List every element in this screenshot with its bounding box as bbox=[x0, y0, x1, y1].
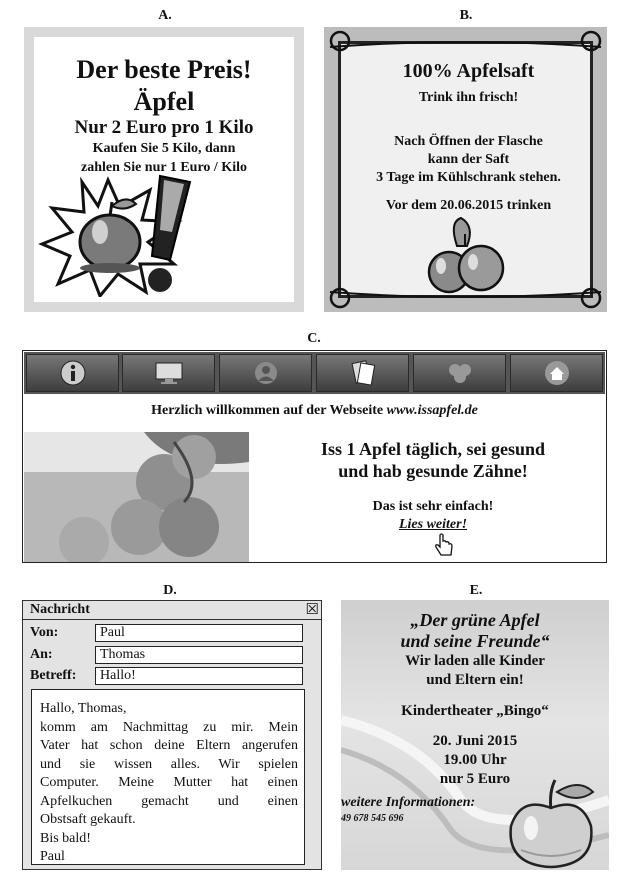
poster-title2: und seine Freunde“ bbox=[400, 631, 550, 651]
website-panel bbox=[22, 350, 607, 563]
from-field[interactable]: Paul bbox=[95, 624, 303, 642]
message-titlebar bbox=[23, 601, 321, 620]
body-line: Computer. Meine Mutter hat einen bbox=[40, 775, 298, 790]
to-label: An: bbox=[30, 647, 53, 662]
body-line: Apfelkuchen gemacht und einen bbox=[40, 793, 298, 809]
body-line: Paul bbox=[40, 849, 65, 864]
info-icon bbox=[60, 360, 86, 386]
read-more-link[interactable]: Lies weiter! bbox=[398, 517, 468, 532]
poster-phone: 49 678 545 696 bbox=[341, 813, 404, 824]
website-navbar bbox=[24, 352, 605, 394]
cards-icon bbox=[350, 359, 376, 387]
label-b: B. bbox=[459, 8, 473, 23]
label-d: D. bbox=[163, 583, 177, 598]
ad-offer-line1: Kaufen Sie 5 Kilo, dann bbox=[92, 141, 236, 156]
message-window bbox=[22, 600, 322, 870]
person-icon bbox=[254, 361, 278, 385]
monitor-icon bbox=[154, 361, 184, 385]
juice-best-before: Vor dem 20.06.2015 trinken bbox=[385, 198, 552, 213]
body-line: Bis bald! bbox=[40, 830, 91, 846]
ad-offer-line2: zahlen Sie nur 1 Euro / Kilo bbox=[81, 160, 247, 175]
theater-poster bbox=[341, 600, 609, 870]
from-label: Von: bbox=[30, 625, 59, 640]
body-line: Obstsaft gekauft. bbox=[40, 812, 136, 827]
poster-invite2: und Eltern ein! bbox=[426, 672, 524, 688]
website-url: www.issapfel.de bbox=[386, 403, 478, 418]
close-icon[interactable]: ☒ bbox=[305, 602, 319, 618]
apple-icon bbox=[501, 770, 601, 870]
body-line: und sie wissen alles. Wir spielen bbox=[40, 756, 298, 772]
poster-time: 19.00 Uhr bbox=[443, 752, 507, 768]
body-line: komm am Nachmittag zu mir. Mein bbox=[40, 719, 298, 735]
ad-product: Äpfel bbox=[133, 87, 195, 116]
vine-frame-icon bbox=[324, 27, 607, 312]
home-icon bbox=[544, 360, 570, 386]
subject-label: Betreff: bbox=[30, 668, 77, 683]
nav-info-button[interactable] bbox=[26, 354, 119, 392]
hand-cursor-icon bbox=[433, 533, 455, 559]
ad-price: Nur 2 Euro pro 1 Kilo bbox=[74, 117, 254, 138]
welcome-line bbox=[23, 403, 606, 419]
body-line: Vater hat schon deine Eltern angerufen bbox=[40, 738, 298, 753]
body-line: Hallo, Thomas, bbox=[40, 701, 127, 716]
juice-line2: kann der Saft bbox=[427, 152, 510, 167]
juice-line3: 3 Tage im Kühlschrank stehen. bbox=[376, 170, 561, 185]
ad-inner bbox=[34, 37, 294, 302]
poster-price: nur 5 Euro bbox=[439, 771, 511, 787]
apples-photo bbox=[24, 432, 249, 562]
headline-line2: und hab gesunde Zähne! bbox=[338, 461, 528, 481]
nav-cards-button[interactable] bbox=[316, 354, 409, 392]
ad-title: Der beste Preis! bbox=[76, 55, 252, 84]
apple-juice-label bbox=[324, 27, 607, 312]
juice-subtitle: Trink ihn frisch! bbox=[418, 90, 519, 105]
poster-info-label: weitere Informationen: bbox=[341, 795, 476, 810]
poster-theater: Kindertheater „Bingo“ bbox=[401, 703, 549, 719]
label-a: A. bbox=[158, 8, 172, 23]
exclamation-icon bbox=[138, 172, 198, 302]
juice-line1: Nach Öffnen der Flasche bbox=[394, 134, 543, 149]
flower-icon bbox=[446, 361, 474, 385]
poster-date: 20. Juni 2015 bbox=[432, 733, 518, 749]
apple-price-ad bbox=[24, 27, 304, 312]
label-e: E. bbox=[469, 583, 483, 598]
nav-person-button[interactable] bbox=[219, 354, 312, 392]
nav-home-button[interactable] bbox=[510, 354, 603, 392]
to-field[interactable]: Thomas bbox=[95, 646, 303, 664]
nav-flower-button[interactable] bbox=[413, 354, 506, 392]
easy-text: Das ist sehr einfach! bbox=[372, 499, 494, 514]
message-body[interactable] bbox=[31, 689, 305, 865]
juice-title: 100% Apfelsaft bbox=[402, 60, 535, 82]
message-window-title: Nachricht bbox=[30, 602, 90, 617]
headline-line1: Iss 1 Apfel täglich, sei gesund bbox=[320, 439, 546, 459]
poster-invite1: Wir laden alle Kinder bbox=[405, 653, 545, 669]
nav-monitor-button[interactable] bbox=[122, 354, 215, 392]
welcome-text: Herzlich willkommen auf der Webseite bbox=[151, 403, 384, 418]
poster-title1: „Der grüne Apfel bbox=[410, 610, 540, 630]
subject-field[interactable]: Hallo! bbox=[95, 667, 303, 685]
label-c: C. bbox=[307, 331, 321, 346]
